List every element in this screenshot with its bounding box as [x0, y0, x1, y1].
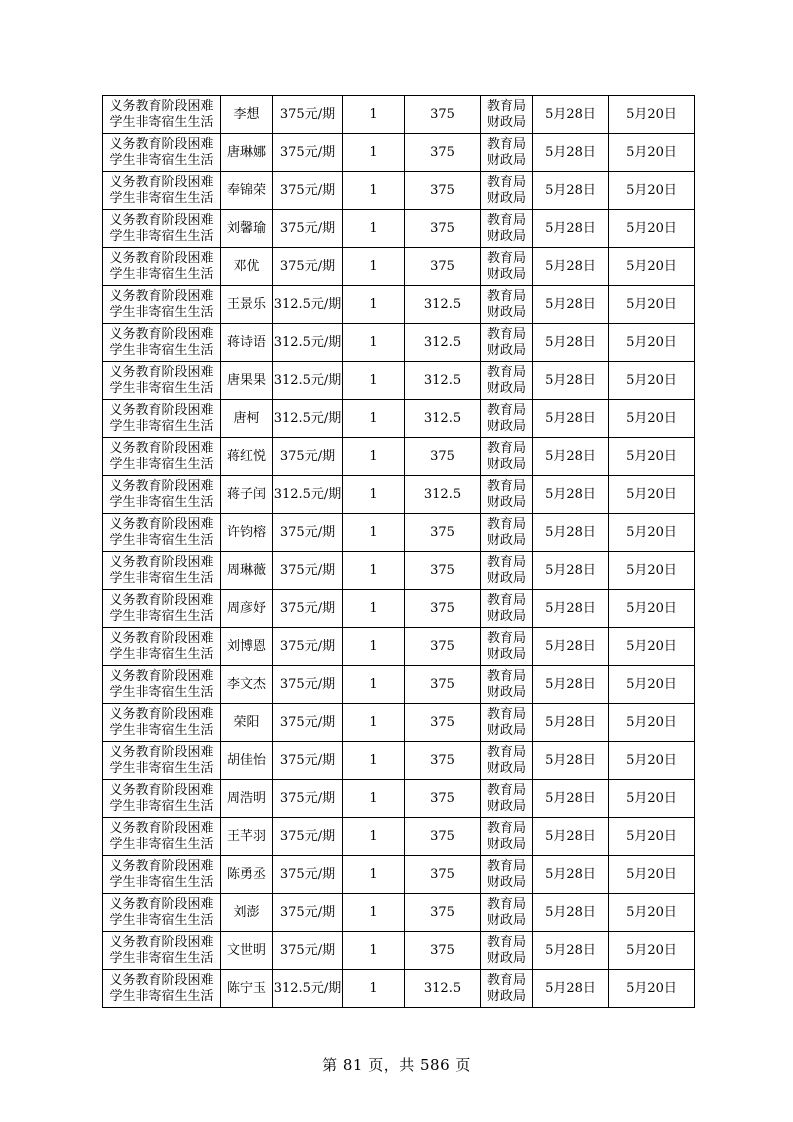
cell-date-2: 5月20日	[609, 362, 695, 400]
cell-standard: 312.5元/期	[273, 970, 343, 1008]
table-row	[103, 856, 695, 894]
cell-count: 1	[343, 96, 405, 134]
cell-department: 教育局 财政局	[481, 856, 533, 894]
cell-department: 教育局 财政局	[481, 742, 533, 780]
cell-standard: 375元/期	[273, 248, 343, 286]
cell-department: 教育局 财政局	[481, 324, 533, 362]
cell-project: 义务教育阶段困难 学生非寄宿生生活	[103, 96, 221, 134]
cell-date-2: 5月20日	[609, 590, 695, 628]
cell-name: 邓优	[221, 248, 273, 286]
table-row	[103, 590, 695, 628]
cell-amount: 375	[405, 514, 481, 552]
cell-date-2: 5月20日	[609, 856, 695, 894]
cell-department: 教育局 财政局	[481, 932, 533, 970]
cell-department: 教育局 财政局	[481, 134, 533, 172]
cell-name: 许钧榕	[221, 514, 273, 552]
cell-count: 1	[343, 932, 405, 970]
table-row	[103, 894, 695, 932]
cell-name: 唐果果	[221, 362, 273, 400]
cell-standard: 375元/期	[273, 818, 343, 856]
cell-count: 1	[343, 552, 405, 590]
cell-date-1: 5月28日	[533, 894, 609, 932]
cell-project: 义务教育阶段困难 学生非寄宿生生活	[103, 780, 221, 818]
cell-amount: 375	[405, 210, 481, 248]
cell-date-2: 5月20日	[609, 438, 695, 476]
cell-name: 蒋诗语	[221, 324, 273, 362]
cell-name: 荣阳	[221, 704, 273, 742]
cell-standard: 375元/期	[273, 704, 343, 742]
cell-standard: 375元/期	[273, 666, 343, 704]
cell-amount: 375	[405, 172, 481, 210]
cell-department: 教育局 财政局	[481, 552, 533, 590]
cell-count: 1	[343, 476, 405, 514]
cell-amount: 312.5	[405, 400, 481, 438]
cell-standard: 375元/期	[273, 96, 343, 134]
cell-department: 教育局 财政局	[481, 172, 533, 210]
cell-date-1: 5月28日	[533, 704, 609, 742]
cell-project: 义务教育阶段困难 学生非寄宿生生活	[103, 970, 221, 1008]
cell-amount: 375	[405, 134, 481, 172]
cell-amount: 312.5	[405, 324, 481, 362]
cell-date-2: 5月20日	[609, 400, 695, 438]
cell-project: 义务教育阶段困难 学生非寄宿生生活	[103, 400, 221, 438]
cell-count: 1	[343, 514, 405, 552]
cell-date-1: 5月28日	[533, 856, 609, 894]
cell-count: 1	[343, 248, 405, 286]
cell-count: 1	[343, 704, 405, 742]
cell-name: 李文杰	[221, 666, 273, 704]
cell-project: 义务教育阶段困难 学生非寄宿生生活	[103, 438, 221, 476]
cell-date-2: 5月20日	[609, 134, 695, 172]
table-row	[103, 248, 695, 286]
table-row	[103, 818, 695, 856]
cell-project: 义务教育阶段困难 学生非寄宿生生活	[103, 172, 221, 210]
cell-date-1: 5月28日	[533, 742, 609, 780]
cell-date-1: 5月28日	[533, 248, 609, 286]
cell-project: 义务教育阶段困难 学生非寄宿生生活	[103, 134, 221, 172]
cell-name: 王景乐	[221, 286, 273, 324]
cell-date-1: 5月28日	[533, 590, 609, 628]
table-row	[103, 438, 695, 476]
cell-project: 义务教育阶段困难 学生非寄宿生生活	[103, 514, 221, 552]
cell-standard: 312.5元/期	[273, 286, 343, 324]
cell-name: 刘博恩	[221, 628, 273, 666]
cell-amount: 312.5	[405, 286, 481, 324]
cell-date-1: 5月28日	[533, 552, 609, 590]
table-row	[103, 628, 695, 666]
cell-standard: 375元/期	[273, 780, 343, 818]
cell-count: 1	[343, 856, 405, 894]
cell-project: 义务教育阶段困难 学生非寄宿生生活	[103, 590, 221, 628]
cell-standard: 375元/期	[273, 438, 343, 476]
cell-amount: 375	[405, 932, 481, 970]
cell-department: 教育局 财政局	[481, 362, 533, 400]
cell-count: 1	[343, 362, 405, 400]
table-row	[103, 780, 695, 818]
table-row	[103, 704, 695, 742]
cell-name: 陈勇丞	[221, 856, 273, 894]
table-row	[103, 286, 695, 324]
table-row	[103, 324, 695, 362]
cell-name: 周彦妤	[221, 590, 273, 628]
cell-amount: 375	[405, 894, 481, 932]
cell-department: 教育局 财政局	[481, 248, 533, 286]
cell-count: 1	[343, 780, 405, 818]
cell-standard: 375元/期	[273, 134, 343, 172]
cell-department: 教育局 财政局	[481, 970, 533, 1008]
cell-date-2: 5月20日	[609, 248, 695, 286]
cell-amount: 375	[405, 856, 481, 894]
cell-name: 蒋红悦	[221, 438, 273, 476]
cell-department: 教育局 财政局	[481, 666, 533, 704]
cell-name: 胡佳怡	[221, 742, 273, 780]
table-row	[103, 134, 695, 172]
cell-date-1: 5月28日	[533, 970, 609, 1008]
cell-date-1: 5月28日	[533, 514, 609, 552]
table-row	[103, 666, 695, 704]
cell-standard: 375元/期	[273, 894, 343, 932]
cell-standard: 312.5元/期	[273, 324, 343, 362]
cell-amount: 375	[405, 666, 481, 704]
cell-project: 义务教育阶段困难 学生非寄宿生生活	[103, 362, 221, 400]
cell-date-2: 5月20日	[609, 666, 695, 704]
cell-amount: 375	[405, 628, 481, 666]
cell-standard: 375元/期	[273, 628, 343, 666]
cell-name: 王芊羽	[221, 818, 273, 856]
cell-department: 教育局 财政局	[481, 628, 533, 666]
cell-amount: 375	[405, 248, 481, 286]
cell-department: 教育局 财政局	[481, 514, 533, 552]
cell-date-2: 5月20日	[609, 172, 695, 210]
cell-department: 教育局 财政局	[481, 476, 533, 514]
cell-name: 奉锦荣	[221, 172, 273, 210]
table-row	[103, 96, 695, 134]
cell-department: 教育局 财政局	[481, 704, 533, 742]
cell-date-1: 5月28日	[533, 476, 609, 514]
cell-date-1: 5月28日	[533, 96, 609, 134]
table-row	[103, 476, 695, 514]
cell-name: 周浩明	[221, 780, 273, 818]
cell-date-1: 5月28日	[533, 210, 609, 248]
cell-name: 唐柯	[221, 400, 273, 438]
table-row	[103, 362, 695, 400]
cell-count: 1	[343, 742, 405, 780]
cell-name: 陈宁玉	[221, 970, 273, 1008]
cell-count: 1	[343, 210, 405, 248]
page-footer: 第 81 页，共 586 页	[322, 1056, 471, 1074]
cell-date-1: 5月28日	[533, 438, 609, 476]
cell-amount: 375	[405, 438, 481, 476]
cell-project: 义务教育阶段困难 学生非寄宿生生活	[103, 248, 221, 286]
cell-project: 义务教育阶段困难 学生非寄宿生生活	[103, 552, 221, 590]
table-row	[103, 172, 695, 210]
cell-date-1: 5月28日	[533, 932, 609, 970]
cell-date-2: 5月20日	[609, 970, 695, 1008]
cell-project: 义务教育阶段困难 学生非寄宿生生活	[103, 932, 221, 970]
cell-date-1: 5月28日	[533, 286, 609, 324]
table-row	[103, 210, 695, 248]
cell-amount: 375	[405, 818, 481, 856]
table-row	[103, 400, 695, 438]
cell-department: 教育局 财政局	[481, 780, 533, 818]
cell-standard: 312.5元/期	[273, 400, 343, 438]
cell-name: 蒋子闰	[221, 476, 273, 514]
cell-standard: 312.5元/期	[273, 362, 343, 400]
cell-amount: 312.5	[405, 476, 481, 514]
table-row	[103, 552, 695, 590]
cell-department: 教育局 财政局	[481, 894, 533, 932]
cell-date-1: 5月28日	[533, 780, 609, 818]
cell-count: 1	[343, 894, 405, 932]
cell-amount: 375	[405, 780, 481, 818]
cell-amount: 375	[405, 552, 481, 590]
cell-date-2: 5月20日	[609, 96, 695, 134]
cell-standard: 375元/期	[273, 932, 343, 970]
cell-date-2: 5月20日	[609, 286, 695, 324]
cell-date-1: 5月28日	[533, 400, 609, 438]
cell-amount: 375	[405, 96, 481, 134]
cell-project: 义务教育阶段困难 学生非寄宿生生活	[103, 666, 221, 704]
cell-count: 1	[343, 818, 405, 856]
cell-name: 周琳薇	[221, 552, 273, 590]
cell-project: 义务教育阶段困难 学生非寄宿生生活	[103, 286, 221, 324]
cell-count: 1	[343, 438, 405, 476]
cell-count: 1	[343, 590, 405, 628]
cell-date-2: 5月20日	[609, 514, 695, 552]
cell-date-1: 5月28日	[533, 628, 609, 666]
cell-amount: 312.5	[405, 970, 481, 1008]
cell-project: 义务教育阶段困难 学生非寄宿生生活	[103, 476, 221, 514]
cell-count: 1	[343, 134, 405, 172]
cell-count: 1	[343, 400, 405, 438]
cell-count: 1	[343, 324, 405, 362]
cell-department: 教育局 财政局	[481, 438, 533, 476]
table-row	[103, 514, 695, 552]
cell-date-2: 5月20日	[609, 628, 695, 666]
cell-project: 义务教育阶段困难 学生非寄宿生生活	[103, 210, 221, 248]
cell-count: 1	[343, 172, 405, 210]
cell-date-2: 5月20日	[609, 704, 695, 742]
cell-date-1: 5月28日	[533, 818, 609, 856]
table-body	[103, 96, 695, 1008]
cell-date-2: 5月20日	[609, 742, 695, 780]
cell-date-2: 5月20日	[609, 780, 695, 818]
cell-standard: 312.5元/期	[273, 476, 343, 514]
cell-date-2: 5月20日	[609, 552, 695, 590]
cell-date-2: 5月20日	[609, 932, 695, 970]
cell-department: 教育局 财政局	[481, 286, 533, 324]
cell-standard: 375元/期	[273, 172, 343, 210]
cell-standard: 375元/期	[273, 590, 343, 628]
cell-standard: 375元/期	[273, 552, 343, 590]
cell-date-1: 5月28日	[533, 666, 609, 704]
cell-count: 1	[343, 666, 405, 704]
cell-standard: 375元/期	[273, 742, 343, 780]
cell-date-1: 5月28日	[533, 362, 609, 400]
cell-amount: 312.5	[405, 362, 481, 400]
cell-name: 文世明	[221, 932, 273, 970]
cell-date-2: 5月20日	[609, 210, 695, 248]
cell-date-2: 5月20日	[609, 476, 695, 514]
cell-project: 义务教育阶段困难 学生非寄宿生生活	[103, 894, 221, 932]
cell-department: 教育局 财政局	[481, 96, 533, 134]
table-row	[103, 932, 695, 970]
cell-amount: 375	[405, 742, 481, 780]
cell-project: 义务教育阶段困难 学生非寄宿生生活	[103, 628, 221, 666]
cell-date-1: 5月28日	[533, 134, 609, 172]
cell-department: 教育局 财政局	[481, 818, 533, 856]
subsidy-table	[102, 95, 695, 1008]
cell-department: 教育局 财政局	[481, 210, 533, 248]
cell-date-1: 5月28日	[533, 324, 609, 362]
cell-project: 义务教育阶段困难 学生非寄宿生生活	[103, 818, 221, 856]
cell-date-1: 5月28日	[533, 172, 609, 210]
cell-amount: 375	[405, 590, 481, 628]
cell-count: 1	[343, 970, 405, 1008]
cell-amount: 375	[405, 704, 481, 742]
cell-date-2: 5月20日	[609, 818, 695, 856]
cell-department: 教育局 财政局	[481, 590, 533, 628]
cell-project: 义务教育阶段困难 学生非寄宿生生活	[103, 704, 221, 742]
cell-name: 唐琳娜	[221, 134, 273, 172]
cell-count: 1	[343, 628, 405, 666]
cell-date-2: 5月20日	[609, 324, 695, 362]
cell-name: 刘澎	[221, 894, 273, 932]
cell-project: 义务教育阶段困难 学生非寄宿生生活	[103, 742, 221, 780]
cell-standard: 375元/期	[273, 210, 343, 248]
cell-standard: 375元/期	[273, 514, 343, 552]
cell-standard: 375元/期	[273, 856, 343, 894]
cell-project: 义务教育阶段困难 学生非寄宿生生活	[103, 324, 221, 362]
table-row	[103, 742, 695, 780]
cell-project: 义务教育阶段困难 学生非寄宿生生活	[103, 856, 221, 894]
table-container	[102, 95, 694, 1008]
cell-department: 教育局 财政局	[481, 400, 533, 438]
cell-name: 李想	[221, 96, 273, 134]
cell-name: 刘馨瑜	[221, 210, 273, 248]
cell-date-2: 5月20日	[609, 894, 695, 932]
table-row	[103, 970, 695, 1008]
cell-count: 1	[343, 286, 405, 324]
